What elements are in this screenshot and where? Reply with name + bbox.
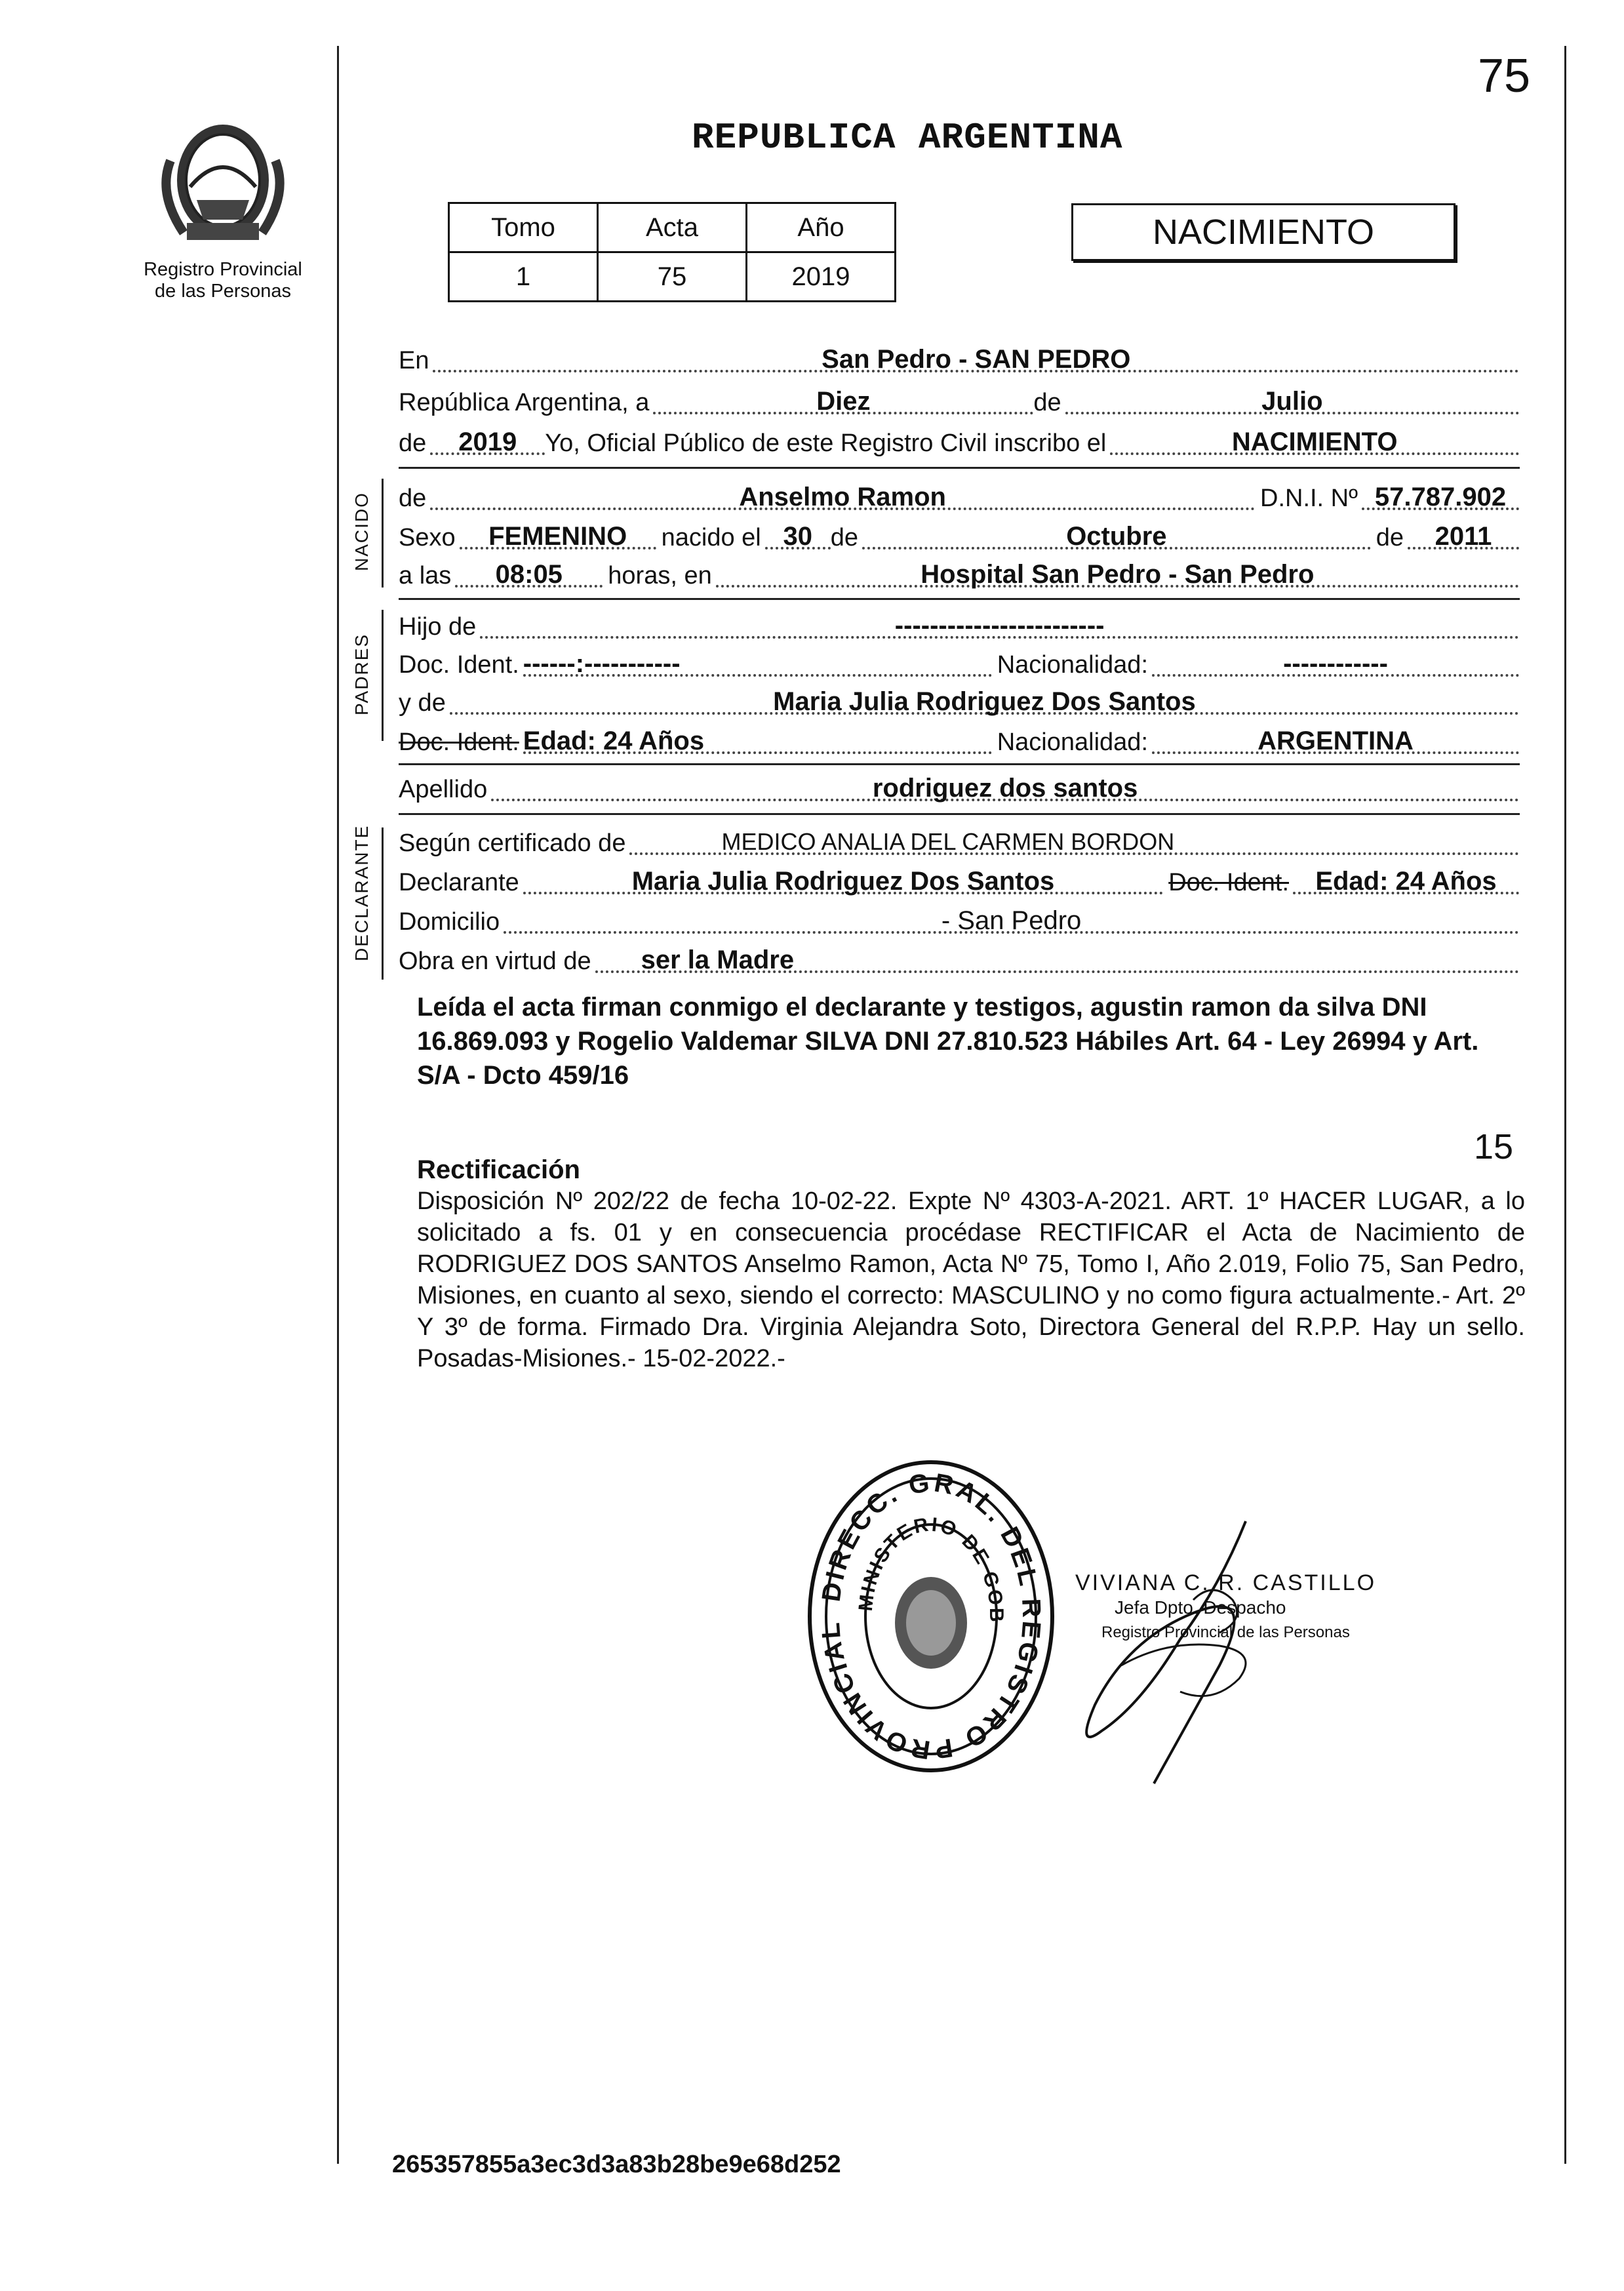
- row-a-las: [399, 557, 1519, 594]
- y-de-label: y de: [399, 689, 446, 717]
- apellido-label: Apellido: [399, 776, 488, 803]
- nacionalidad-label: Nacionalidad:: [997, 651, 1148, 679]
- domicilio-value: - San Pedro: [941, 906, 1082, 935]
- certificado-field: [629, 816, 1519, 855]
- a-las-label: a las: [399, 562, 452, 589]
- signatory-name: VIVIANA C. R. CASTILLO: [1075, 1570, 1377, 1595]
- handwritten-signature: [1023, 1508, 1337, 1810]
- anio-value: 2019: [747, 252, 896, 302]
- domicilio-label: Domicilio: [399, 908, 500, 936]
- signatory-office: Registro Provincial de las Personas: [1101, 1624, 1350, 1641]
- page-number: 75: [1478, 50, 1531, 102]
- mother-doc-struck-label: Doc. Ident.: [399, 728, 519, 756]
- signature-icon: [1023, 1508, 1337, 1810]
- place-value: San Pedro - SAN PEDRO: [822, 345, 1131, 374]
- row-obra: [399, 943, 1519, 980]
- closing-text: Leída el acta firman conmigo el declarante y testigos, agustin ramon da silva DNI 16.869.093 y Rogelio Valdemar SILVA DNI 27.810.523 Hábiles Art. 64 - Ley 26994 y Art. S/A - Dcto 459/16: [417, 993, 1479, 1090]
- row-apellido: [399, 771, 1519, 808]
- province-logo: [157, 108, 288, 249]
- row-year: [399, 425, 1519, 462]
- mother-nac-field: [1152, 715, 1519, 754]
- nacido-side-label: NACIDO: [351, 492, 372, 571]
- separator-4: [399, 813, 1520, 815]
- horas-label: horas, en: [608, 562, 712, 589]
- row-mother-doc: [399, 724, 1519, 761]
- signatory-role: Jefa Dpto. Despacho: [1115, 1597, 1286, 1618]
- birth-de-label2: de: [1376, 524, 1404, 551]
- mother-age-field: [523, 715, 992, 754]
- apellido-field: [491, 762, 1519, 801]
- sexo-value: FEMENINO: [488, 522, 627, 551]
- birth-month-value: Octubre: [1066, 522, 1167, 551]
- declarante-value: Maria Julia Rodriguez Dos Santos: [631, 867, 1055, 896]
- tomo-header: Tomo: [449, 203, 598, 252]
- nacido-de-label: de: [399, 485, 427, 512]
- officer-text: Yo, Oficial Público de este Registro Civil inscribo el: [545, 429, 1107, 457]
- apellido-value: rodriguez dos santos: [872, 774, 1138, 803]
- birth-place-field: [716, 548, 1519, 588]
- name-field: [430, 471, 1255, 510]
- logo-caption-line2: de las Personas: [155, 281, 291, 302]
- certificado-value: MEDICO ANALIA DEL CARMEN BORDON: [721, 828, 1175, 855]
- year-prefix: de: [399, 429, 427, 457]
- birth-time-value: 08:05: [495, 560, 563, 589]
- day-value: Diez: [816, 387, 871, 416]
- republica-label: República Argentina, a: [399, 389, 650, 416]
- year-field: [430, 416, 545, 455]
- birth-de-label: de: [830, 524, 859, 551]
- right-margin-line: [1564, 46, 1566, 2164]
- doc-label: Doc. Ident.: [399, 651, 519, 679]
- month-field: [1065, 375, 1519, 414]
- mother-age-value: Edad: 24 Años: [523, 727, 705, 755]
- left-margin-line: [337, 46, 339, 2164]
- declarante-side-label: DECLARANTE: [351, 824, 372, 961]
- misiones-coat-of-arms-icon: [157, 108, 288, 249]
- father-nac-field: [1152, 637, 1519, 677]
- father-value: ------------------------: [894, 611, 1105, 640]
- sexo-field: [460, 510, 656, 549]
- name-value: Anselmo Ramon: [739, 483, 946, 511]
- acta-value: 75: [598, 252, 747, 302]
- row-en: [399, 342, 1519, 379]
- place-field: [433, 333, 1519, 372]
- domicilio-field: [504, 894, 1519, 934]
- certificado-label: Según certificado de: [399, 829, 626, 857]
- obra-field: [595, 934, 1519, 973]
- rectificacion-number: 15: [1474, 1127, 1514, 1166]
- en-label: En: [399, 347, 429, 374]
- de-label: de: [1033, 389, 1061, 416]
- tomo-value: 1: [449, 252, 598, 302]
- dni-label: D.N.I. Nº: [1260, 485, 1358, 512]
- seal-outer-text: DIRECC. GRAL. DEL REGISTRO PROVINCIAL: [816, 1467, 1046, 1764]
- mother-nac-value: ARGENTINA: [1258, 727, 1414, 755]
- inscription-field: [1110, 416, 1519, 455]
- obra-value: ser la Madre: [641, 946, 795, 974]
- birth-year-value: 2011: [1435, 522, 1492, 551]
- logo-caption-line1: Registro Provincial: [144, 259, 302, 280]
- nacionalidad-label2: Nacionalidad:: [997, 728, 1148, 756]
- obra-label: Obra en virtud de: [399, 947, 591, 975]
- rectificacion-title: Rectificación: [417, 1155, 580, 1184]
- declarante-edad-field: [1293, 855, 1519, 894]
- father-doc-value: ------:-----------: [523, 649, 681, 678]
- inscription-value: NACIMIENTO: [1231, 428, 1398, 456]
- father-field: [480, 599, 1519, 639]
- country-title: REPUBLICA ARGENTINA: [692, 117, 1123, 159]
- nacido-bracket: [382, 479, 384, 588]
- dni-value: 57.787.902: [1374, 483, 1507, 511]
- birth-place-value: Hospital San Pedro - San Pedro: [921, 560, 1315, 589]
- sexo-label: Sexo: [399, 524, 456, 551]
- birth-year-field: [1408, 510, 1519, 549]
- acta-header: Acta: [598, 203, 747, 252]
- declarante-bracket: [382, 827, 384, 980]
- document-hash: 265357855a3ec3d3a83b28be9e68d252: [392, 2151, 841, 2178]
- padres-side-label: PADRES: [351, 633, 372, 715]
- declarante-field: [523, 855, 1163, 894]
- acta-table-header-row: [449, 203, 896, 252]
- declarante-doc-struck: Doc. Ident.: [1168, 869, 1289, 896]
- acta-table-value-row: [449, 252, 896, 302]
- nacido-el-label: nacido el: [661, 524, 761, 551]
- dni-field: [1362, 471, 1519, 510]
- mother-field: [450, 675, 1519, 715]
- mother-value: Maria Julia Rodriguez Dos Santos: [773, 687, 1196, 716]
- seal-inner-text: MINISTERIO DE GOB: [854, 1513, 1008, 1624]
- father-doc-field: [523, 637, 992, 677]
- father-nac-value: ------------: [1283, 649, 1388, 678]
- record-type-box: NACIMIENTO: [1071, 203, 1456, 261]
- month-value: Julio: [1261, 387, 1323, 416]
- birth-month-field: [862, 510, 1371, 549]
- day-field: [653, 375, 1033, 414]
- logo-caption: [118, 259, 328, 302]
- separator-1: [399, 467, 1520, 469]
- hijo-label: Hijo de: [399, 613, 477, 641]
- birth-day-value: 30: [783, 522, 812, 551]
- birth-time-field: [455, 548, 603, 588]
- padres-bracket: [382, 610, 384, 741]
- declarante-label: Declarante: [399, 869, 519, 896]
- birth-day-field: [765, 510, 831, 549]
- anio-header: Año: [747, 203, 896, 252]
- year-value: 2019: [458, 428, 517, 456]
- rectificacion-text: Disposición Nº 202/22 de fecha 10-02-22. Expte Nº 4303-A-2021. ART. 1º HACER LUGAR, a lo solicitado a fs. 01 y en consecuencia procédase RECTIFICAR el Acta de Nacimiento de RODRIGUEZ DOS SANTOS Anselmo Ramon, Acta Nº 75, Tomo I, Año 2.019, Folio 75, San Pedro, Misiones, en cuanto al sexo, siendo el correcto: MASCULINO y no como figura actualmente.- Art. 2º Y 3º de forma. Firmado Dra. Virginia Alejandra Soto, Directora General del R.P.P. Hay un sello. Posadas-Misiones.- 15-02-2022.-: [417, 1187, 1525, 1372]
- acta-table: [448, 202, 896, 302]
- declarante-edad-value: Edad: 24 Años: [1315, 867, 1497, 896]
